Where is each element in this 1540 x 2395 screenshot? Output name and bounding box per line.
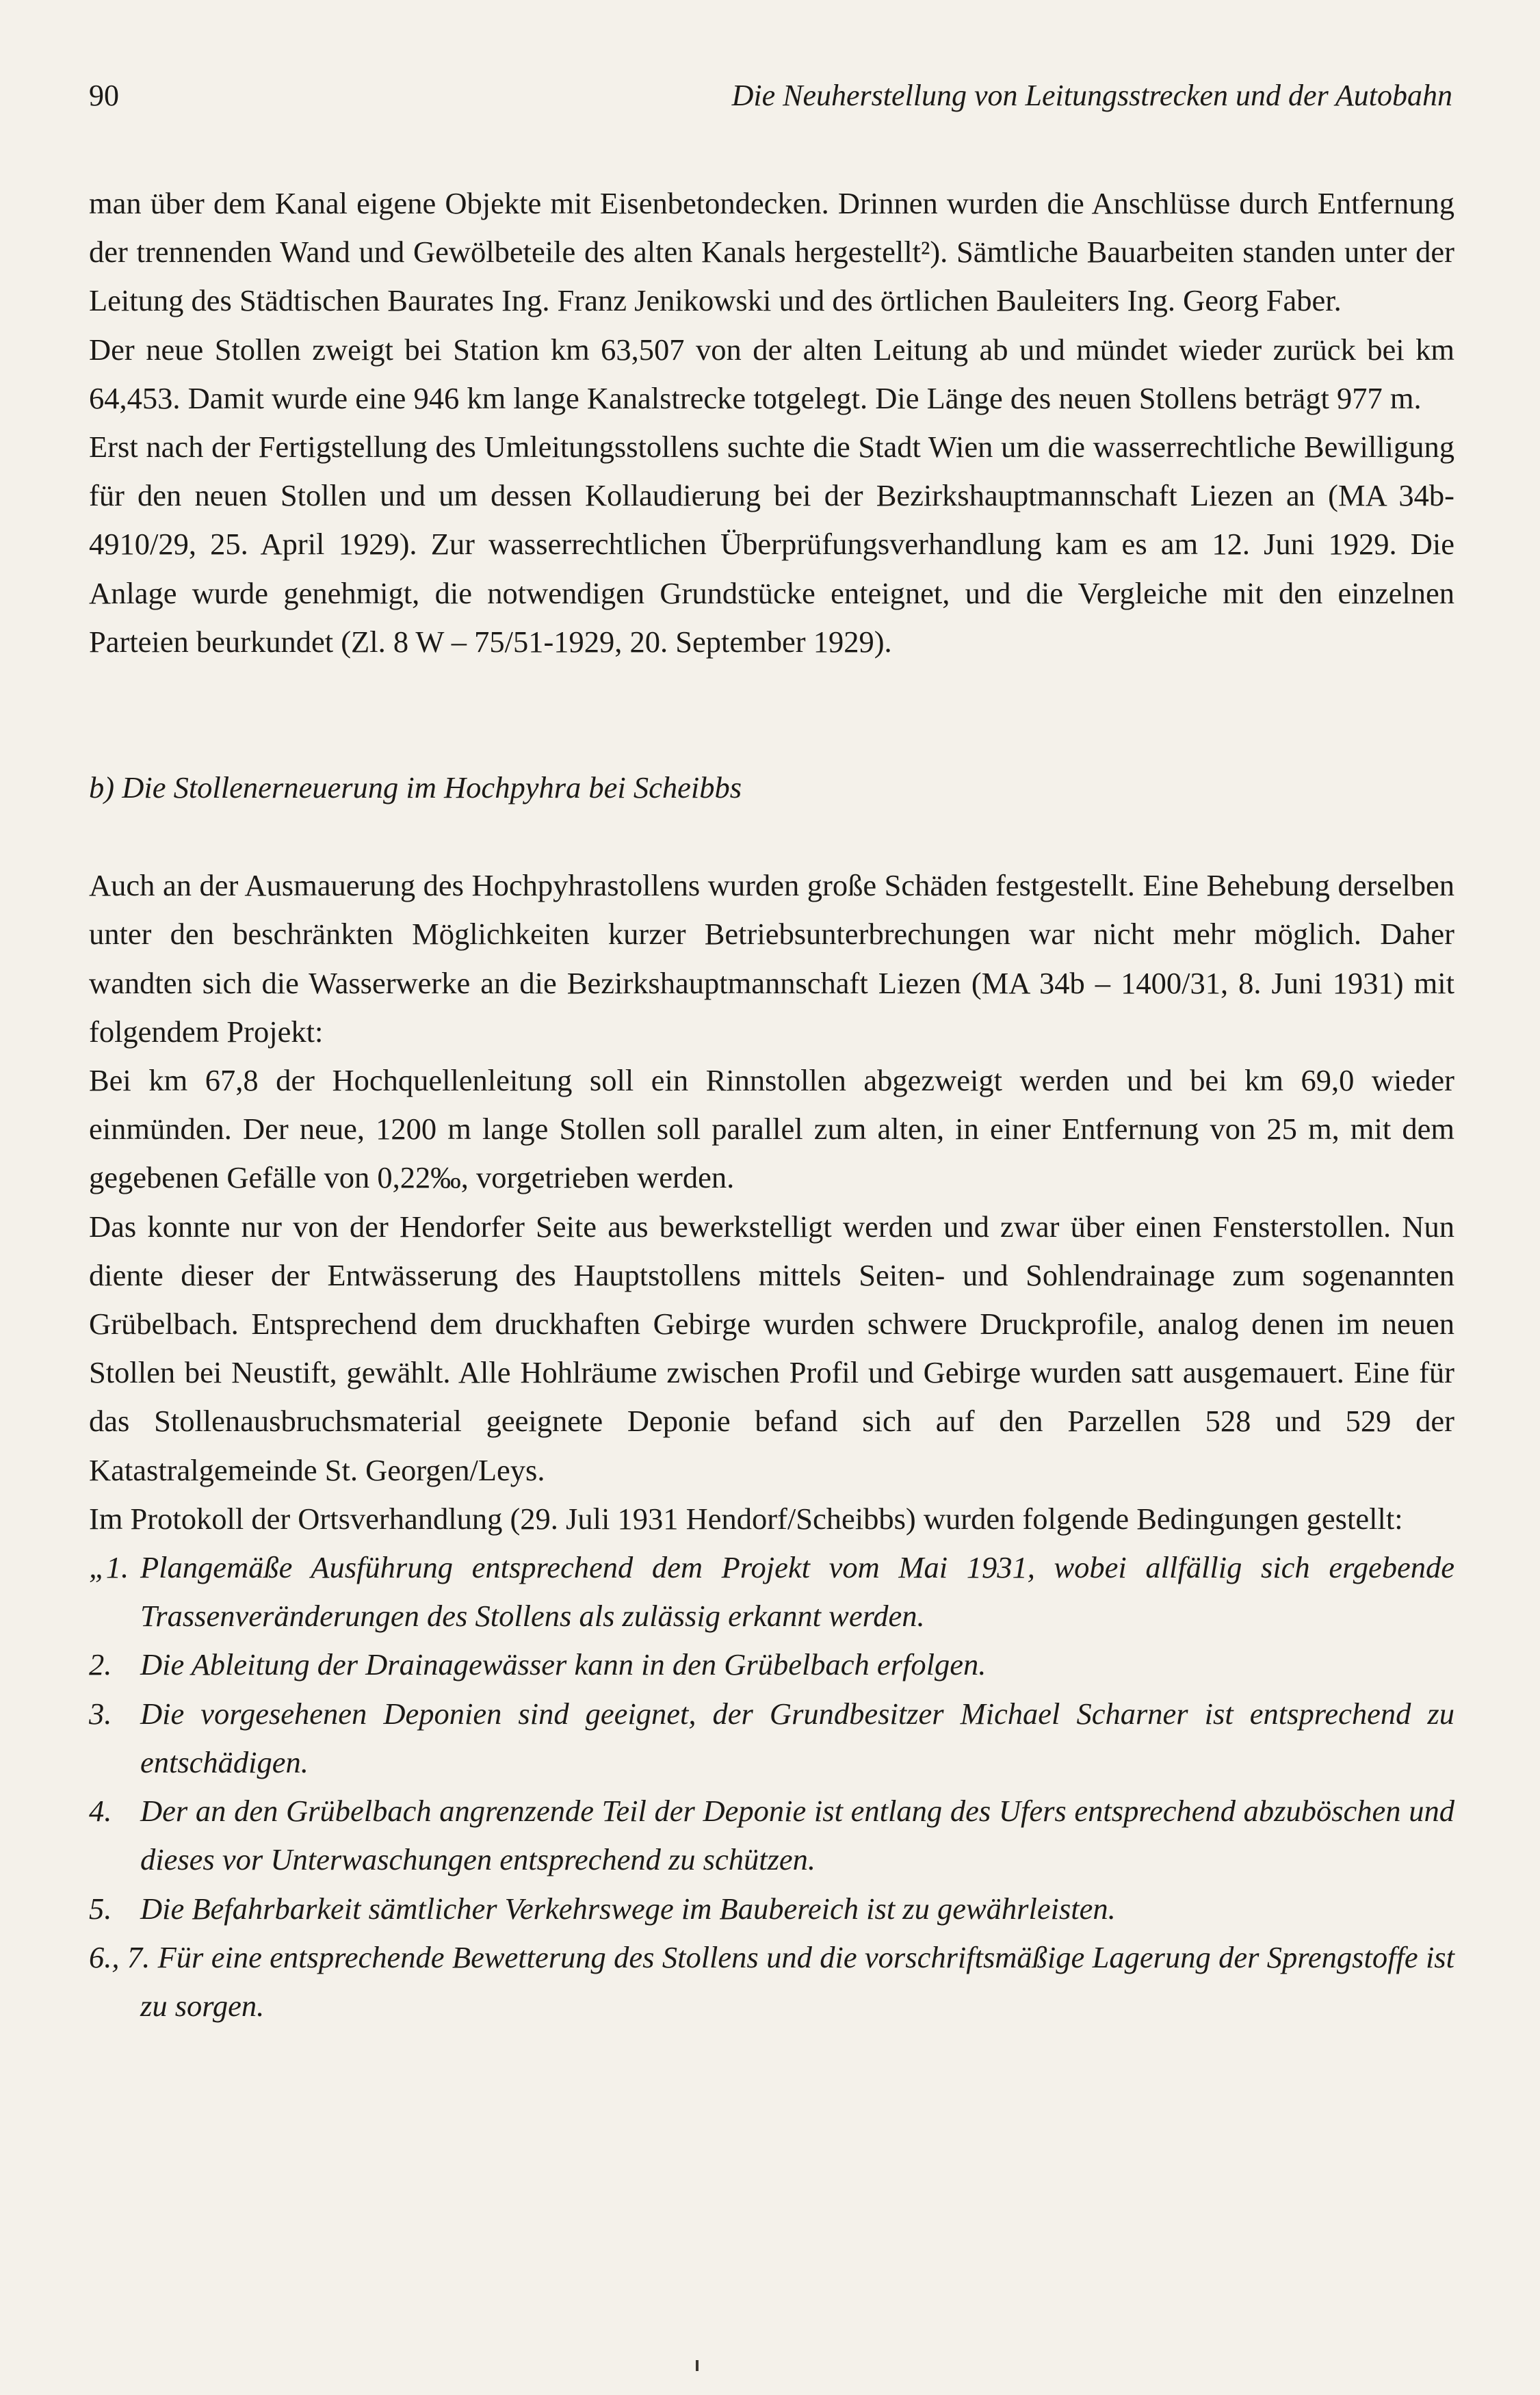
condition-text: Die Ableitung der Drainagewässer kann in den Grübelbach erfolgen. <box>140 1647 987 1682</box>
paragraph: Erst nach der Fertigstellung des Umleitungsstollens suchte die Stadt Wien um die wasserrechtliche Bewilligung für den neuen Stollen und um dessen Kollaudierung bei der Bezirkshauptmannschaft Liezen an (MA 34b-4910/29, 25. April 1929). Zur wasserrechtlichen Überprüfungsverhandlung kam es am 12. Juni 1929. Die Anlage wurde genehmigt, die notwendigen Grundstücke enteignet, und die Vergleiche mit den einzelnen Parteien beurkundet (Zl. 8 W – 75/51-1929, 20. September 1929). <box>89 430 1454 659</box>
condition-text: Die Befahrbarkeit sämtlicher Verkehrswege im Baubereich ist zu gewährleisten. <box>140 1891 1116 1926</box>
running-title: Die Neuherstellung von Leitungsstrecken und der Autobahn <box>731 79 1452 112</box>
section-heading: b) Die Stollenerneuerung im Hochpyhra bei Scheibbs <box>89 770 742 805</box>
condition-number: 2. <box>89 1647 112 1682</box>
condition-item <box>89 1885 1454 1933</box>
body-text <box>89 179 1454 2030</box>
spacer <box>89 812 1454 861</box>
condition-number: 4. <box>89 1794 112 1829</box>
page-number: 90 <box>89 79 119 112</box>
condition-number: „1. <box>89 1550 129 1585</box>
paragraph: Bei km 67,8 der Hochquellenleitung soll ein Rinnstollen abgezweigt werden und bei km 69,0 wieder einmünden. Der neue, 1200 m lange Stollen soll parallel zum alten, in einer Entfernung von 25 m, mit dem gegebenen Gefälle von 0,22‰, vorgetrieben werden. <box>89 1063 1454 1195</box>
condition-item <box>89 1933 1454 2030</box>
condition-item <box>89 1543 1454 1640</box>
condition-text: Für eine entsprechende Bewetterung des Stollens und die vorschriftsmäßige Lagerung der Sprengstoffe ist zu sorgen. <box>140 1939 1454 2023</box>
condition-item <box>89 1690 1454 1787</box>
paragraph: man über dem Kanal eigene Objekte mit Eisenbetondecken. Drinnen wurden die Anschlüsse durch Entfernung der trennenden Wand und Gewölbeteile des alten Kanals hergestellt²). Sämtliche Bauarbeiten standen unter der Leitung des Städtischen Baurates Ing. Franz Jenikowski und des örtlichen Bauleiters Ing. Georg Faber. <box>89 186 1454 318</box>
condition-text: Plangemäße Ausführung entsprechend dem Projekt vom Mai 1931, wobei allfällig sich ergebende Trassenveränderungen des Stollens als zulässig erkannt werden. <box>140 1550 1454 1634</box>
condition-item <box>89 1640 1454 1689</box>
condition-number: 5. <box>89 1891 112 1926</box>
condition-number: 6., 7. <box>89 1939 151 1974</box>
paragraph: Der neue Stollen zweigt bei Station km 63,507 von der alten Leitung ab und mündet wieder zurück bei km 64,453. Damit wurde eine 946 km lange Kanalstrecke totgelegt. Die Länge des neuen Stollens beträgt 977 m. <box>89 332 1454 415</box>
condition-number: 3. <box>89 1696 112 1731</box>
paragraph: Im Protokoll der Ortsverhandlung (29. Juli 1931 Hendorf/Scheibbs) wurden folgende Bedingungen gestellt: <box>89 1501 1403 1536</box>
condition-item <box>89 1787 1454 1884</box>
page-header <box>89 72 1452 120</box>
spacer <box>89 666 1454 763</box>
condition-text: Der an den Grübelbach angrenzende Teil der Deponie ist entlang des Ufers entsprechend abzuböschen und dieses vor Unterwaschungen entsprechend zu schützen. <box>140 1794 1454 1877</box>
paragraph: Das konnte nur von der Hendorfer Seite aus bewerkstelligt werden und zwar über einen Fensterstollen. Nun diente dieser der Entwässerung des Hauptstollens mittels Seiten- und Sohlendrainage zum sogenannten Grübelbach. Entsprechend dem druckhaften Gebirge wurden schwere Druckprofile, analog denen im neuen Stollen bei Neustift, gewählt. Alle Hohlräume zwischen Profil und Gebirge wurden satt ausgemauert. Eine für das Stollenausbruchsmaterial geeignete Deponie befand sich auf den Parzellen 528 und 529 der Katastralgemeinde St. Georgen/Leys. <box>89 1209 1454 1487</box>
page-mark <box>696 2360 699 2371</box>
conditions-list <box>89 1543 1454 2030</box>
paragraph: Auch an der Ausmauerung des Hochpyhrastollens wurden große Schäden festgestellt. Eine Behebung derselben unter den beschränkten Möglichkeiten kurzer Betriebsunterbrechungen war nicht mehr möglich. Daher wandten sich die Wasserwerke an die Bezirkshauptmannschaft Liezen (MA 34b – 1400/31, 8. Juni 1931) mit folgendem Projekt: <box>89 868 1454 1049</box>
condition-text: Die vorgesehenen Deponien sind geeignet, der Grundbesitzer Michael Scharner ist entsprechend zu entschädigen. <box>140 1696 1454 1779</box>
